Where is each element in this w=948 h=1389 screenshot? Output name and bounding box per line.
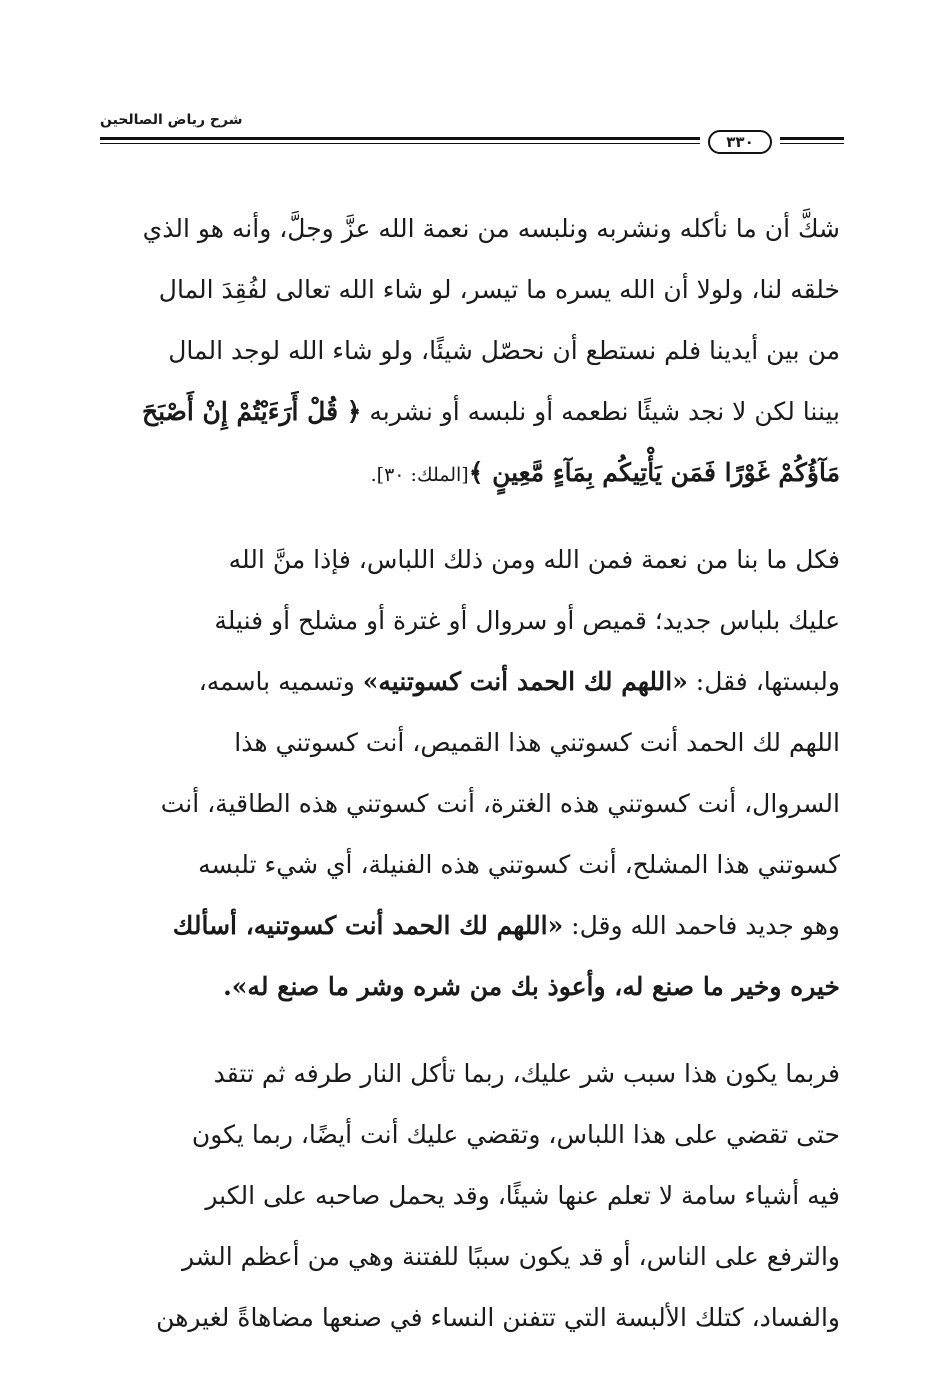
text-line: والترفع على الناس، أو قد يكون سببًا للفتنة وهي من أعظم الشر [182, 1242, 840, 1271]
paragraph-gap [102, 1017, 840, 1043]
page-number-badge [708, 130, 772, 154]
text-line: عليك بلباس جديد؛ قميص أو سروال أو غترة أو مشلح أو فنيلة [214, 606, 840, 635]
page-number: ٣٣٠ [726, 132, 754, 151]
paragraph-gap [102, 503, 840, 529]
line-text: ولبستها، فقل: [695, 667, 840, 696]
text-line [102, 651, 840, 712]
text-line: اللهم لك الحمد أنت كسوتني هذا القميص، أنت كسوتني هذا [234, 728, 840, 757]
text-line: فكل ما بنا من نعمة فمن الله ومن ذلك اللباس، فإذا منَّ الله [228, 545, 840, 574]
text-line [102, 442, 840, 503]
text-line: فيه أشياء سامة لا تعلم عنها شيئًا، وقد يحمل صاحبه على الكبر [205, 1181, 840, 1210]
text-line [102, 895, 840, 956]
text-line: شكَّ أن ما نأكله ونشربه ونلبسه من نعمة الله عزَّ وجلَّ، وأنه هو الذي [142, 214, 840, 243]
paragraph-3 [102, 1043, 840, 1348]
header-rule-right [780, 137, 844, 144]
text-line: السروال، أنت كسوتني هذه الغترة، أنت كسوتني هذه الطاقية، أنت [160, 789, 840, 818]
text-line: كسوتني هذا المشلح، أنت كسوتني هذه الفنيلة، أي شيء تلبسه [198, 850, 840, 879]
quran-verse: ﴿ قُلْ أَرَءَيْتُمْ إِنْ أَصْبَحَ [141, 397, 362, 426]
line-text: وهو جديد فاحمد الله وقل: [571, 911, 840, 940]
text-line: من بين أيدينا فلم نستطع أن نحصّل شيئًا، ولو شاء الله لوجد المال [168, 336, 840, 365]
page-header [100, 112, 844, 162]
dua-text: «اللهم لك الحمد أنت كسوتنيه، أسألك [172, 911, 564, 940]
dua-text: «اللهم لك الحمد أنت كسوتنيه» [362, 667, 688, 696]
text-line [102, 381, 840, 442]
text-line: حتى تقضي على هذا اللباس، وتقضي عليك أنت أيضًا، ربما يكون [191, 1120, 840, 1149]
verse-reference: [الملك: ٣٠]. [370, 464, 469, 486]
quran-verse: مَآؤُكُمْ غَوْرًا فَمَن يَأْتِيكُم بِمَآءٍ مَّعِينٍ ﴾ [468, 458, 840, 487]
text-line: والفساد، كتلك الألبسة التي تتفنن النساء في صنعها مضاهاةً لغيرهن [156, 1303, 840, 1332]
text-line: فربما يكون هذا سبب شر عليك، ربما تأكل النار طرفه ثم تتقد [213, 1059, 840, 1088]
line-text: بيننا لكن لا نجد شيئًا نطعمه أو نلبسه أو نشربه [369, 397, 840, 426]
line-text: وتسميه باسمه، [198, 667, 355, 696]
paragraph-2 [102, 529, 840, 1017]
dua-text-line: خيره وخير ما صنع له، وأعوذ بك من شره وشر ما صنع له». [223, 972, 840, 1001]
paragraph-1 [102, 198, 840, 503]
page-body [102, 198, 840, 1348]
book-title: شرح رياض الصالحين [100, 112, 243, 128]
header-rule-left [100, 137, 700, 144]
text-line: خلقه لنا، ولولا أن الله يسره ما تيسر، لو شاء الله تعالى لفُقِدَ المال [158, 275, 840, 304]
